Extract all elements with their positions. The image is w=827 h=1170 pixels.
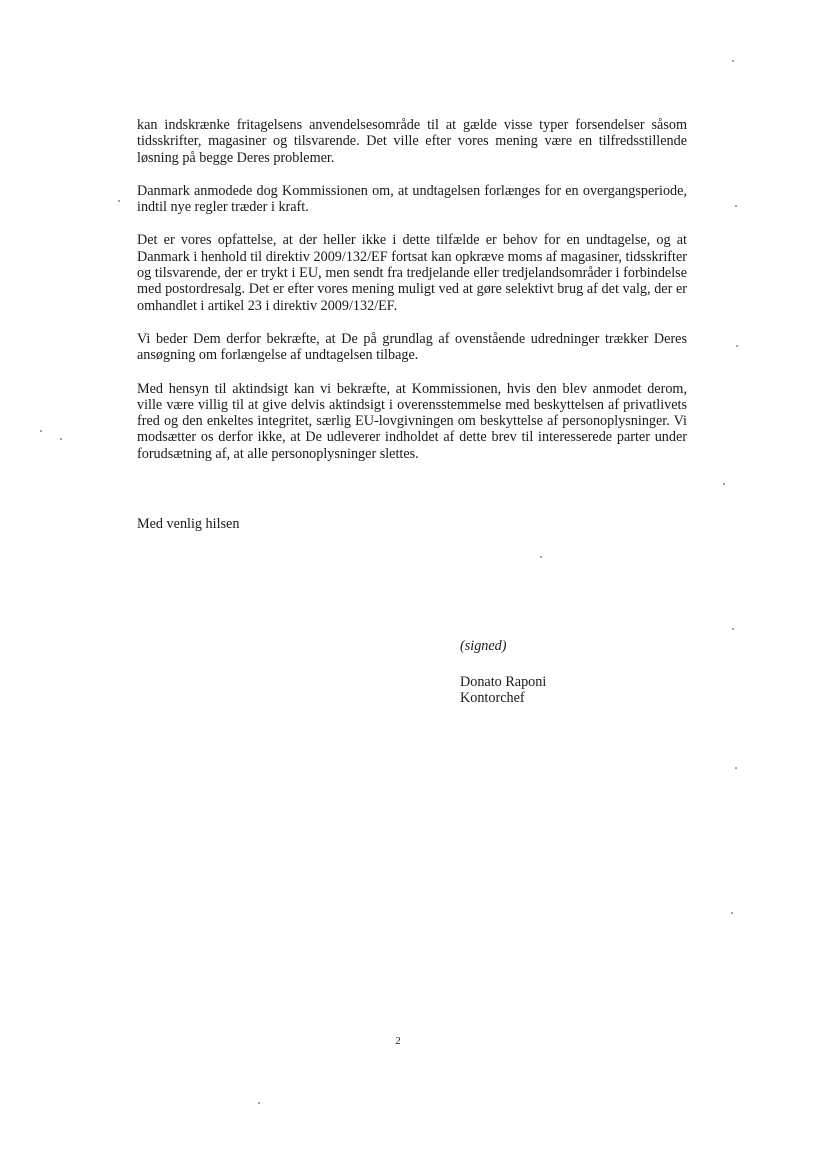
paragraph-extension-request: Danmark anmodede dog Kommissionen om, at undtagelsen forlænges for en overgangsperiode, indtil nye regler træder i kraft. bbox=[137, 182, 687, 216]
page-number: 2 bbox=[395, 1035, 401, 1047]
closing-salutation: Med venlig hilsen bbox=[137, 516, 240, 532]
signatory-title: Kontorchef bbox=[460, 690, 525, 706]
signature-block bbox=[460, 638, 546, 706]
paragraph-confirmation-request: Vi beder Dem derfor bekræfte, at De på grundlag af ovenstående udredninger trækker Deres ansøgning om forlængelse af undtagelsen tilbage. bbox=[137, 330, 687, 364]
signatory-name: Donato Raponi bbox=[460, 674, 547, 690]
letter-body bbox=[137, 117, 687, 479]
paragraph-vat-directive: Det er vores opfattelse, at der heller ikke i dette tilfælde er behov for en undtagelse, og at Danmark i henhold til direktiv 2009/132/EF fortsat kan opkræve moms af magasiner, tidsskrifter og tilsvarende, der er trykt i EU, men sendt fra tredjelande eller tredjelandsområder i forbindelse med postordresalg. Det er efter vores mening muligt ved at gøre selektivt brug af det valg, der er omhandlet i artikel 23 i direktiv 2009/132/EF. bbox=[137, 232, 687, 314]
paragraph-exemption-scope: kan indskrænke fritagelsens anvendelsesområde til at gælde visse typer forsendelser såsom tidsskrifter, magasiner og tilsvarende. Det ville efter vores mening være en tilfredsstillende løsning på begge Deres problemer. bbox=[137, 117, 687, 166]
paragraph-access-to-documents: Med hensyn til aktindsigt kan vi bekræfte, at Kommissionen, hvis den blev anmodet derom, ville være villig til at give delvis aktindsigt i overensstemmelse med beskyttelsen af privatlivets fred og den enkeltes integritet, særlig EU-lovgivningen om beskyttelse af personoplysninger. Vi modsætter os derfor ikke, at De udleverer indholdet af dette brev til interesserede parter under forudsætning af, at alle personoplysninger slettes. bbox=[137, 380, 687, 462]
signed-mark: (signed) bbox=[460, 638, 507, 654]
